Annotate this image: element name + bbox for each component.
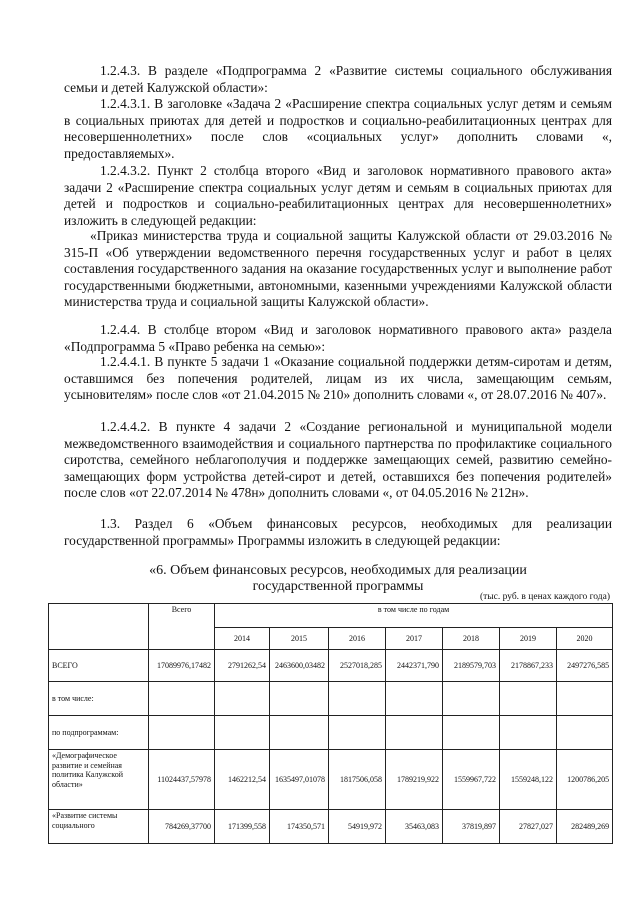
row-name: «Демографическое развитие и семейная политика Калужской области» [49, 750, 149, 810]
row-value-2016 [329, 716, 386, 750]
table-row [49, 682, 613, 716]
row-value-2019: 1559248,122 [500, 750, 557, 810]
paragraph-1-2-4-4: 1.2.4.4. В столбце втором «Вид и заголовок нормативного правового акта» раздела «Подпрограмма 5 «Право ребенка на семью»: [64, 322, 612, 354]
row-value-2019: 27827,027 [500, 810, 557, 844]
row-total: 17089976,17482 [149, 650, 215, 682]
header-year-2016: 2016 [329, 628, 386, 650]
row-value-2015 [270, 716, 329, 750]
row-value-2017 [386, 682, 443, 716]
header-year-2014: 2014 [215, 628, 270, 650]
row-value-2018: 37819,897 [443, 810, 500, 844]
row-value-2014 [215, 716, 270, 750]
row-value-2020: 2497276,585 [557, 650, 613, 682]
row-value-2019 [500, 716, 557, 750]
paragraph-order-text: «Приказ министерства труда и социальной защиты Калужской области от 29.03.2016 № 315-П «Об утверждении ведомственного перечня государственных услуг и работ в целях составления государственного задания на оказание государственных услуг и выполнение работ государственными бюджетными, автономными, казенными учреждениями Калужской области министерства труда и социальной защиты Калужской области». [64, 228, 612, 310]
row-value-2016: 54919,972 [329, 810, 386, 844]
section-heading-line-1: «6. Объем финансовых ресурсов, необходимых для реализации [149, 563, 527, 578]
row-value-2015: 1635497,01078 [270, 750, 329, 810]
row-value-2015: 2463600,03482 [270, 650, 329, 682]
table-row [49, 810, 613, 844]
row-value-2015 [270, 682, 329, 716]
row-total: 784269,37700 [149, 810, 215, 844]
row-value-2018 [443, 682, 500, 716]
table-body [49, 650, 613, 844]
row-value-2014: 2791262,54 [215, 650, 270, 682]
row-total [149, 682, 215, 716]
row-value-2018: 1559967,722 [443, 750, 500, 810]
paragraph-1-2-4-3-2: 1.2.4.3.2. Пункт 2 столбца второго «Вид и заголовок нормативного правового акта» задачи 2 «Расширение спектра социальных услуг детям и семьям в социальных приютах для детей и подростков и социально-реабилитационных центрах для несовершеннолетних» изложить в следующей редакции: [64, 163, 612, 228]
row-value-2014: 171399,558 [215, 810, 270, 844]
row-value-2018: 2189579,703 [443, 650, 500, 682]
row-value-2017 [386, 716, 443, 750]
header-name-cell [49, 604, 149, 650]
paragraph-1-2-4-3: 1.2.4.3. В разделе «Подпрограмма 2 «Развитие системы социального обслуживания семьи и детей Калужской области»: [64, 63, 612, 95]
row-value-2015: 174350,571 [270, 810, 329, 844]
row-name: по подпрограммам: [49, 716, 149, 750]
row-value-2019: 2178867,233 [500, 650, 557, 682]
row-value-2016: 2527018,285 [329, 650, 386, 682]
paragraph-1-2-4-3-1: 1.2.4.3.1. В заголовке «Задача 2 «Расширение спектра социальных услуг детям и семьям в социальных приютах для детей и подростков и социально-реабилитационных центрах для несовершеннолетних» после слов «социальных услуг» дополнить словами «, предоставляемых». [64, 96, 612, 161]
row-value-2017: 35463,083 [386, 810, 443, 844]
row-value-2020: 282489,269 [557, 810, 613, 844]
header-year-2019: 2019 [500, 628, 557, 650]
header-year-2017: 2017 [386, 628, 443, 650]
section-heading-line-2: государственной программы [252, 579, 424, 594]
row-value-2014 [215, 682, 270, 716]
financial-resources-table [48, 603, 613, 844]
row-value-2020: 1200786,205 [557, 750, 613, 810]
row-name: в том числе: [49, 682, 149, 716]
row-total: 11024437,57978 [149, 750, 215, 810]
row-name: «Развитие системы социального [49, 810, 149, 844]
row-value-2019 [500, 682, 557, 716]
header-total: Всего [149, 604, 215, 650]
row-value-2016: 1817506,058 [329, 750, 386, 810]
units-note: (тыс. руб. в ценах каждого года) [479, 592, 610, 602]
paragraph-1-3: 1.3. Раздел 6 «Объем финансовых ресурсов, необходимых для реализации государственной программы» Программы изложить в следующей редакции: [64, 516, 612, 548]
row-value-2018 [443, 716, 500, 750]
header-year-2018: 2018 [443, 628, 500, 650]
header-years-group: в том числе по годам [215, 604, 613, 628]
table-row [49, 650, 613, 682]
table-row [49, 750, 613, 810]
row-value-2014: 1462212,54 [215, 750, 270, 810]
header-year-2020: 2020 [557, 628, 613, 650]
row-value-2017: 2442371,790 [386, 650, 443, 682]
paragraph-1-2-4-4-1: 1.2.4.4.1. В пункте 5 задачи 1 «Оказание социальной поддержки детям-сиротам и детям, оставшимся без попечения родителей, лицам из их числа, замещающим семьям, усыновителям» после слов «от 21.04.2015 № 210» дополнить словами «, от 28.07.2016 № 407». [64, 354, 612, 403]
row-total [149, 716, 215, 750]
table-row [49, 716, 613, 750]
row-value-2020 [557, 716, 613, 750]
row-value-2020 [557, 682, 613, 716]
row-value-2016 [329, 682, 386, 716]
paragraph-1-2-4-4-2: 1.2.4.4.2. В пункте 4 задачи 2 «Создание региональной и муниципальной модели межведомственного взаимодействия и социального партнерства по профилактике социального сиротства, семейного неблагополучия и поддержке замещающих семей, развитию семейно-замещающих форм устройства детей-сирот и детей, оставшихся без попечения родителей» после слов «от 22.07.2014 № 478н» дополнить словами «, от 04.05.2016 № 212н». [64, 419, 612, 501]
header-year-2015: 2015 [270, 628, 329, 650]
row-value-2017: 1789219,922 [386, 750, 443, 810]
row-name: ВСЕГО [49, 650, 149, 682]
